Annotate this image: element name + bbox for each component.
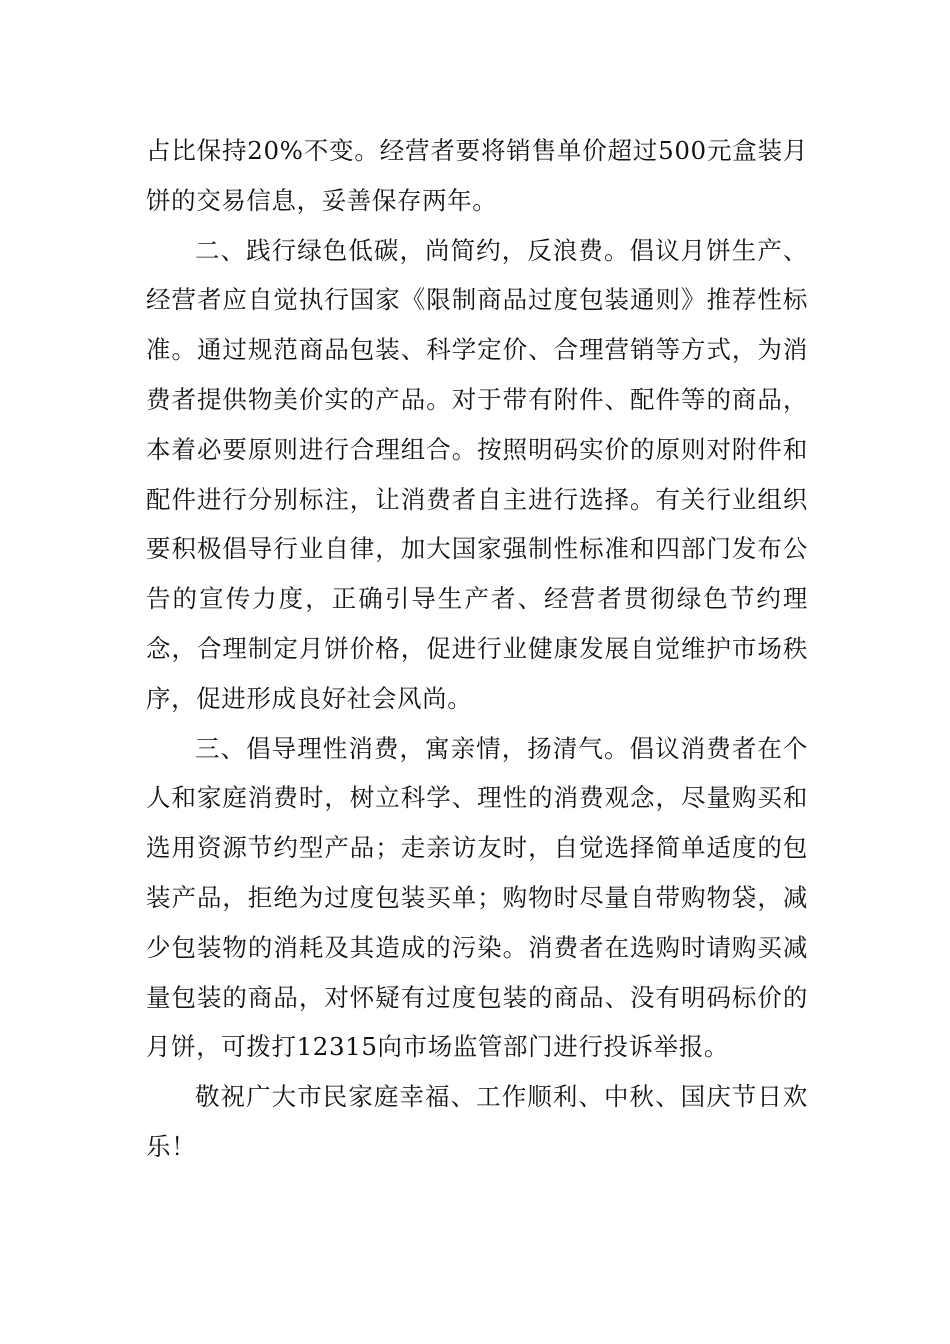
paragraph-section-2: 二、践行绿色低碳，尚简约，反浪费。倡议月饼生产、经营者应自觉执行国家《限制商品过度包装通则》推荐性标准。通过规范商品包装、科学定价、合理营销等方式，为消费者提供物美价实的产品。对于带有附件、配件等的商品，本着必要原则进行合理组合。按照明码实价的原则对附件和配件进行分别标注，让消费者自主进行选择。有关行业组织要积极倡导行业自律，加大国家强制性标准和四部门发布公告的宣传力度，正确引导生产者、经营者贯彻绿色节约理念，合理制定月饼价格，促进行业健康发展自觉维护市场秩序，促进形成良好社会风尚。 bbox=[146, 235, 808, 713]
paragraph-continuation: 占比保持20%不变。经营者要将销售单价超过500元盒装月饼的交易信息，妥善保存两年。 bbox=[146, 136, 808, 215]
paragraph-closing: 敬祝广大市民家庭幸福、工作顺利、中秋、国庆节日欢乐！ bbox=[146, 1082, 808, 1161]
paragraph-section-3: 三、倡导理性消费，寓亲情，扬清气。倡议消费者在个人和家庭消费时，树立科学、理性的消费观念，尽量购买和选用资源节约型产品；走亲访友时，自觉选择简单适度的包装产品，拒绝为过度包装买单；购物时尽量自带购物袋，减少包装物的消耗及其造成的污染。消费者在选购时请购买减量包装的商品，对怀疑有过度包装的商品、没有明码标价的月饼，可拨打12315向市场监管部门进行投诉举报。 bbox=[146, 733, 808, 1062]
document-page bbox=[146, 126, 808, 1172]
